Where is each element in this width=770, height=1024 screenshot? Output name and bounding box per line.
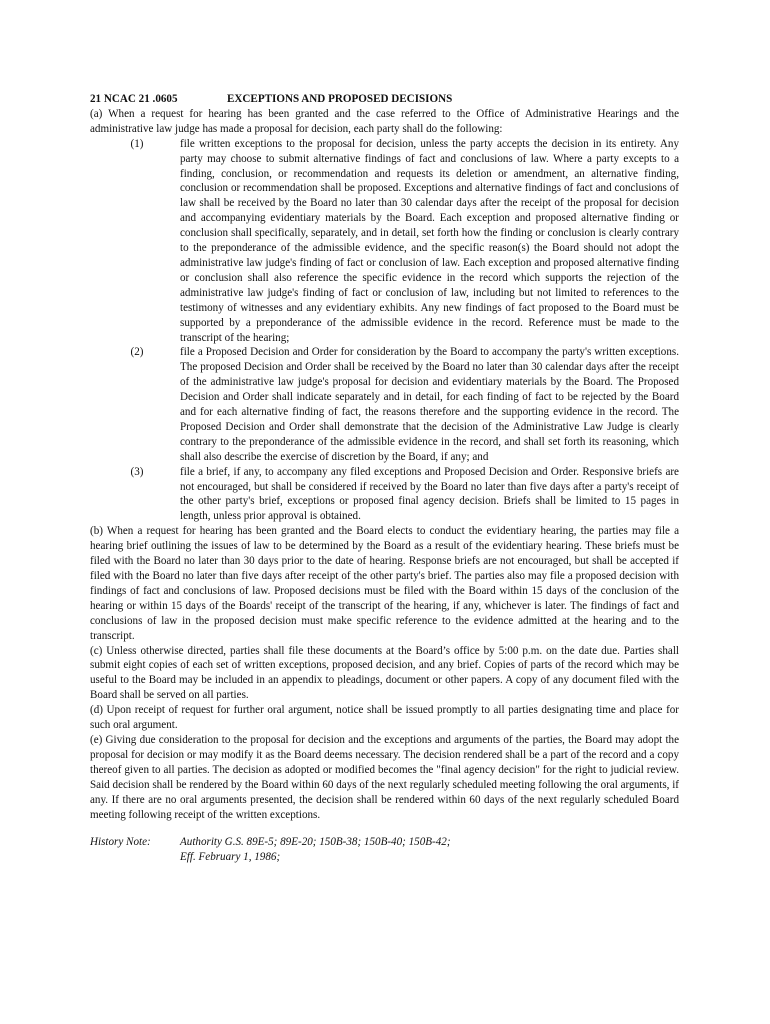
list-item-number: (3)	[130, 465, 144, 478]
rule-heading	[90, 92, 679, 107]
paragraph-b: (b) When a request for hearing has been granted and the Board elects to conduct the evidentiary hearing, the parties may file a hearing brief outlining the issues of law to be determined by the Board as a result of the evidentiary hearing. These briefs must be filed with the Board no later than 30 days prior to the date of hearing. Response briefs are not encouraged, but shall be accepted if filed with the Board no later than five days after receipt of the other party's brief. The parties also may file a proposed decision with findings of fact and conclusions of law. Proposed decisions must be filed with the Board within 15 days of the conclusion of the hearing or within 15 days of the Boards' receipt of the transcript of the hearing, if any, whichever is later. The findings of fact and conclusions of law in the proposed decision must make specific reference to the evidence admitted at the hearing and to the transcript.	[90, 525, 679, 642]
document-page	[90, 92, 679, 865]
list-item-text: file written exceptions to the proposal for decision, unless the party accepts the decision in its entirety. Any party may choose to submit alternative findings of fact and conclusions of law. Where a party excepts to a finding, conclusion, or recommendation and requests its deletion or amendment, an alternative finding, conclusion or recommendation shall be proposed. Exceptions and alternative findings of fact and conclusions of law shall be received by the Board no later than 30 calendar days after the receipt of the proposal for decision and accompanying evidentiary materials by the Board. Each exception and proposed alternative finding or conclusion shall specifically, separately, and in detail, set forth how the finding or conclusion is clearly contrary to the preponderance of the admissible evidence, and the specific reason(s) the Board should not adopt the administrative law judge's finding of fact or conclusion of law. Each exception and proposed alternative finding or conclusion shall also reference the specific evidence in the record which supports the rejection of the administrative law judge's finding of fact or conclusion of law, including but not limited to references to the testimony of witnesses and any evidentiary exhibits. Any new findings of fact proposed to the Board must be supported by a preponderance of the admissible evidence in the record. Reference must be made to the transcript of the hearing;	[180, 137, 679, 344]
list-item-text: file a brief, if any, to accompany any filed exceptions and Proposed Decision and Order. Responsive briefs are not encouraged, but shall be considered if received by the Board no later than five days after a party's receipt of the other party's brief, exceptions or proposed final agency decision. Briefs shall be limited to 15 pages in length, unless prior approval is obtained.	[180, 465, 679, 523]
history-authority: Authority G.S. 89E-5; 89E-20; 150B-38; 150B-40; 150B-42;	[180, 836, 451, 849]
paragraph-c: (c) Unless otherwise directed, parties shall file these documents at the Board’s office by 5:00 p.m. on the date due. Parties shall submit eight copies of each set of written exceptions, proposed decision, and any brief. Copies of parts of the record which may be useful to the Board may be included in an appendix to pleadings, document or other papers. A copy of any document filed with the Board shall be served on all parties.	[90, 644, 679, 702]
list-item-1	[90, 137, 679, 346]
paragraph-a-intro: (a) When a request for hearing has been granted and the case referred to the Office of Administrative Hearings and the administrative law judge has made a proposal for decision, each party shall do the following:	[90, 107, 679, 135]
list-item-text: file a Proposed Decision and Order for consideration by the Board to accompany the party's written exceptions. The proposed Decision and Order shall be received by the Board no later than 30 calendar days after the receipt of the administrative law judge's proposal for decision and evidentiary materials by the Board. The Proposed Decision and Order shall indicate separately and in detail, for each finding of fact to be rejected by the Board and for each alternative finding of fact, the reasons therefore and the supporting evidence in the record. The Proposed Decision and Order shall demonstrate that the decision of the Administrative Law Judge is clearly contrary to the preponderance of the admissible evidence in the record, and shall set forth its reasoning, which shall also describe the exercise of discretion by the Board, if any; and	[180, 346, 679, 463]
paragraph-d: (d) Upon receipt of request for further oral argument, notice shall be issued promptly to all parties designating time and place for such oral argument.	[90, 704, 679, 732]
list-item-3	[90, 465, 679, 525]
history-effective: Eff. February 1, 1986;	[180, 851, 281, 864]
history-note-label: History Note:	[90, 836, 151, 849]
paragraph-e: (e) Giving due consideration to the proposal for decision and the exceptions and arguments of the parties, the Board may adopt the proposal for decision or may modify it as the Board deems necessary. The decision rendered shall be a part of the record and a copy thereof given to all parties. The decision as adopted or modified becomes the "final agency decision" for the right to judicial review. Said decision shall be rendered by the Board within 60 days of the next regularly scheduled meeting following the oral arguments, if any. If there are no oral arguments presented, the decision shall be rendered within 60 days of the next regularly scheduled Board meeting following receipt of the written exceptions.	[90, 733, 679, 821]
list-item-number: (2)	[130, 346, 144, 359]
list-item-2	[90, 345, 679, 464]
history-note	[90, 835, 679, 865]
rule-code: 21 NCAC 21 .0605	[90, 93, 178, 105]
history-note-lines	[180, 835, 679, 865]
list-item-number: (1)	[130, 137, 144, 150]
rule-title: EXCEPTIONS AND PROPOSED DECISIONS	[227, 93, 453, 105]
